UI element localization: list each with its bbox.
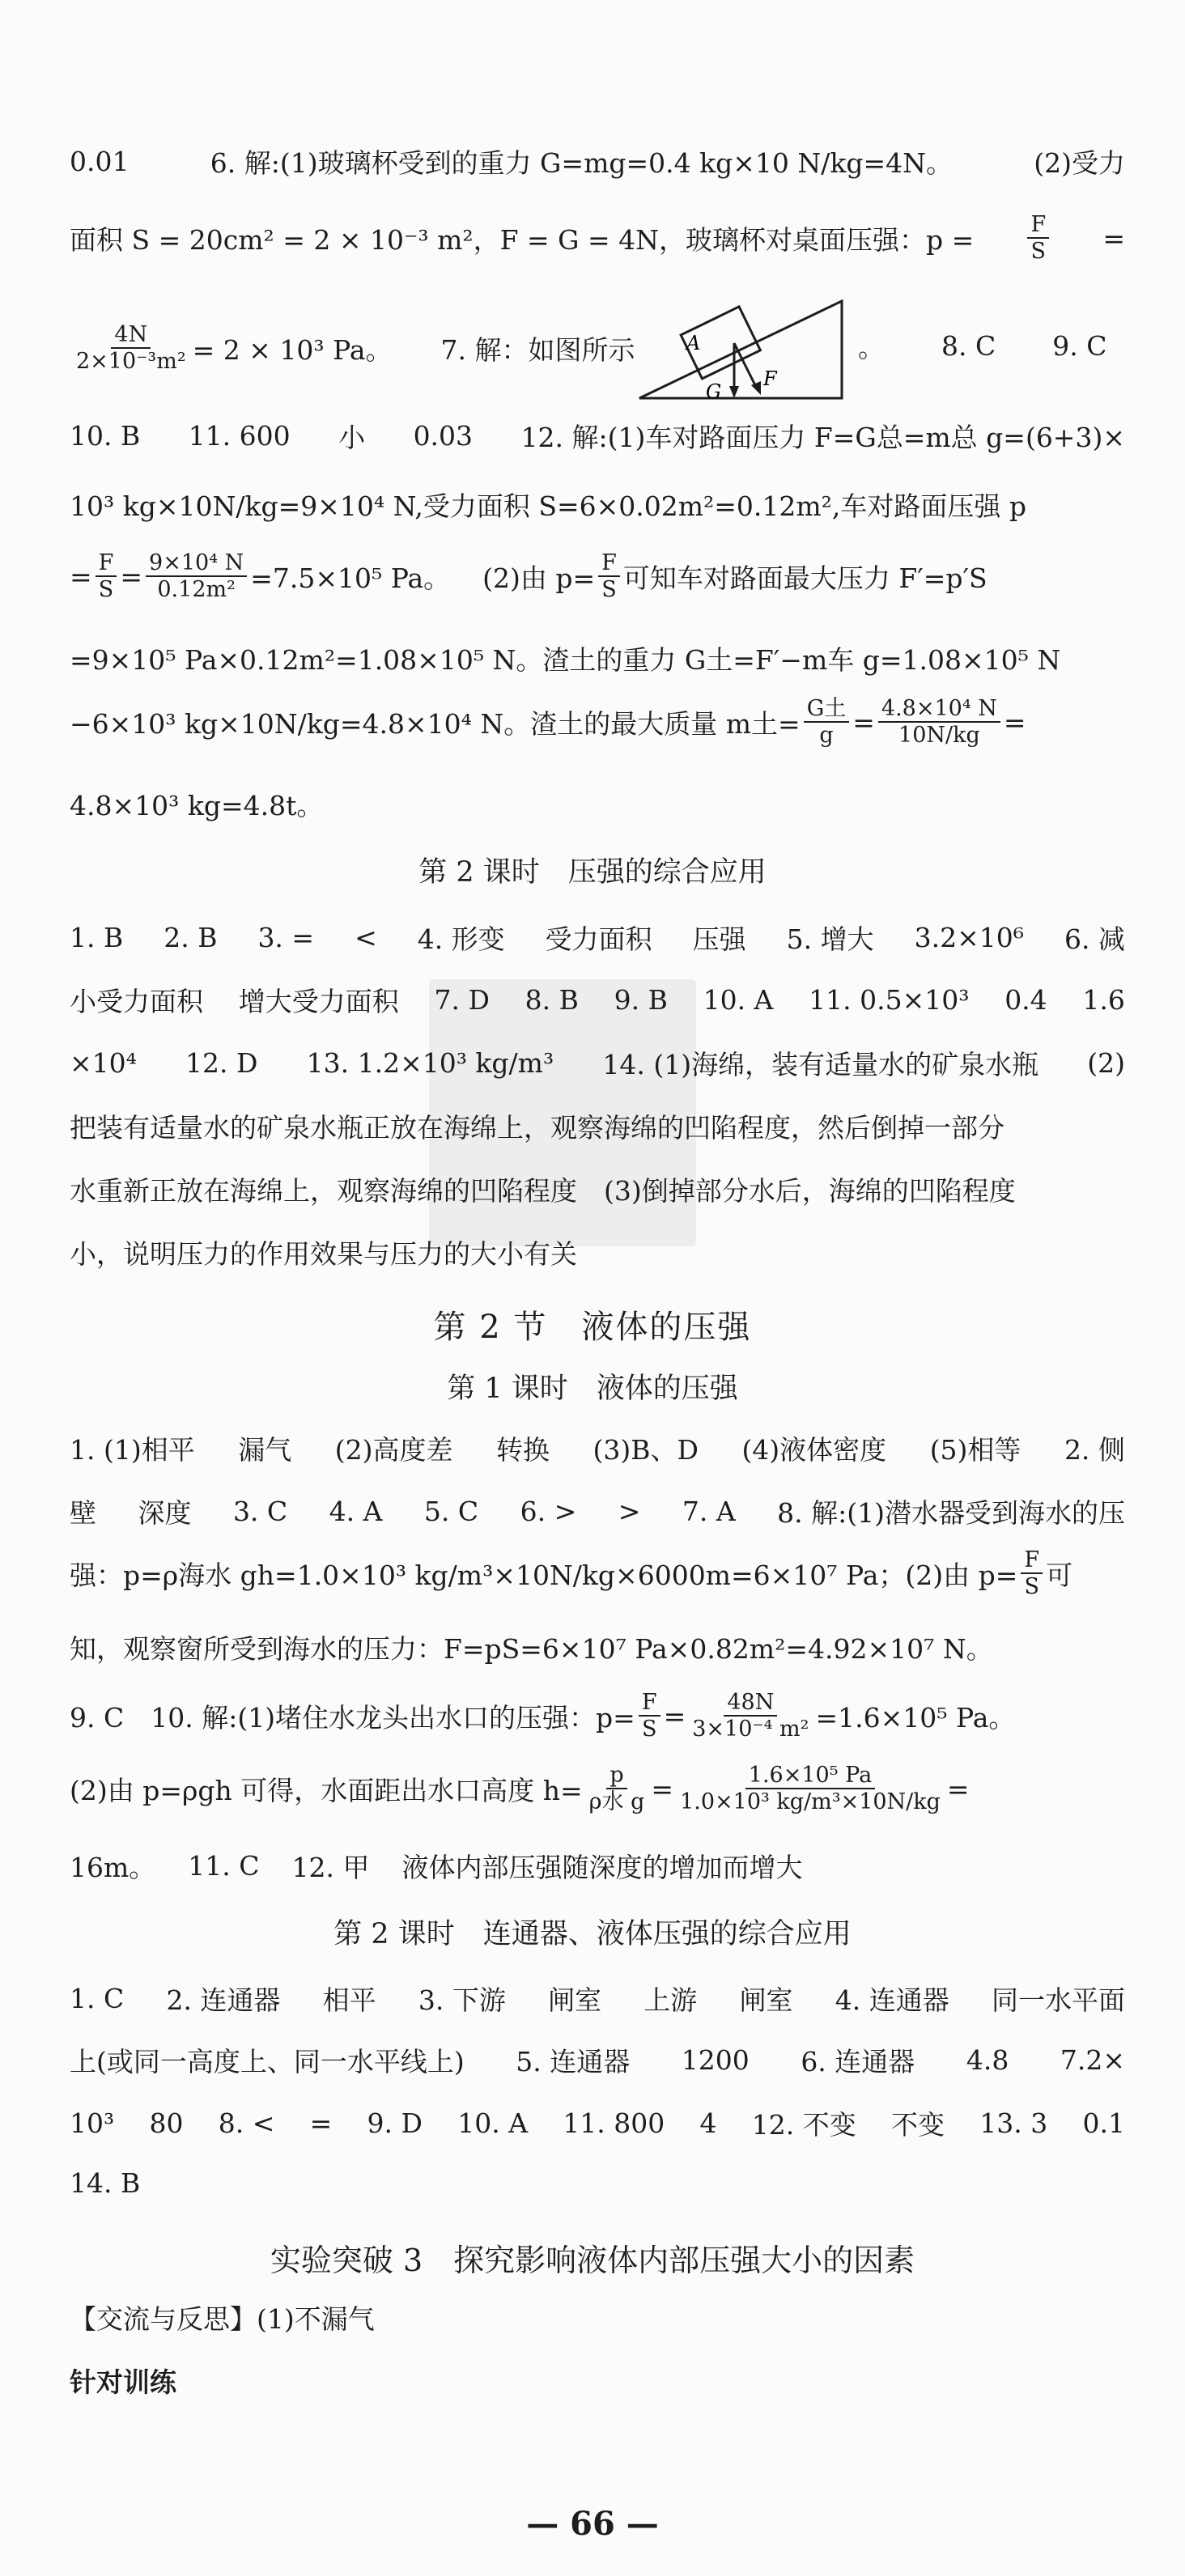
text-line: $\frac{4N}{\text{2×10⁻³m²}}$ = 2 × 10³ Pa。 7. 解：如图所示: [70, 322, 635, 374]
subheading: 针对训练: [70, 2366, 176, 2398]
text-line: 10. B 11. 600 小 0.03 12. 解:(1)车对路面压力 F=G总=m总 g=(6+3)×: [70, 420, 1125, 453]
incline-force-diagram: [631, 285, 850, 406]
svg-text:A: A: [686, 332, 701, 354]
text-line: ×10⁴ 12. D 13. 1.2×10³ kg/m³ 14. (1)海绵，装有适量水的矿泉水瓶 (2): [70, 1047, 1125, 1080]
text-line: 10³ kg×10N/kg=9×10⁴ N,受力面积 S=6×0.02m²=0.12m²,车对路面压强 p: [70, 490, 1026, 522]
text-line: 16m。 11. C 12. 甲 液体内部压强随深度的增加而增大: [70, 1850, 803, 1883]
text-line: 1. C 2. 连通器 相平 3. 下游 闸室 上游 闸室 4. 连通器 同一水平面: [70, 1983, 1125, 2016]
text-line: 1. B 2. B 3. = < 4. 形变 受力面积 压强 5. 增大 3.2×10⁶ 6. 减: [70, 922, 1125, 955]
text-line: = $\frac{F}{S}$ = $\frac{\text{9×10⁴ N}}{\text{0.12m²}}$ =7.5×10⁵ Pa。 (2)由 p= $\frac{F}{S}$ 可知车对路面最大压力 F′=p′S: [70, 550, 988, 603]
section-heading: 第 2 节 液体的压强: [433, 1309, 752, 1346]
text-line: 上(或同一高度上、同一水平线上) 5. 连通器 1200 6. 连通器 4.8 7.2×: [70, 2044, 1125, 2077]
text-line: (2)由 p=ρgh 可得，水面距出水口高度 h= $\frac{p}{\text{ρ水 g}}$ = $\frac{\text{1.6×10⁵ Pa}}{\text{1.0×10³ kg/m³×10N/kg}}$ =: [70, 1763, 970, 1815]
text-line: 14. B: [70, 2167, 141, 2199]
page-number: — 66 —: [526, 2505, 659, 2543]
text-line: 强：p=ρ海水 gh=1.0×10³ kg/m³×10N/kg×6000m=6×10⁷ Pa；(2)由 p= $\frac{F}{S}$ 可: [70, 1547, 1073, 1600]
fraction: $\frac{F}{S}$: [1027, 212, 1049, 264]
text-line: 小，说明压力的作用效果与压力的大小有关: [70, 1238, 577, 1270]
fraction: $\frac{4N}{\text{2×10⁻³m²}}$: [76, 322, 186, 375]
text-line: 9. C 10. 解:(1)堵住水龙头出水口的压强：p= $\frac{F}{S}$ = $\frac{48N}{\text{3×10⁻⁴ m²}}$ =1.6×10⁵ Pa。: [70, 1690, 1016, 1742]
text-line: 小受力面积 增大受力面积 7. D 8. B 9. B 10. A 11. 0.5×10³ 0.4 1.6: [70, 984, 1125, 1017]
text-line: 把装有适量水的矿泉水瓶正放在海绵上，观察海绵的凹陷程度，然后倒掉一部分: [70, 1112, 1004, 1144]
text-line: 水重新正放在海绵上，观察海绵的凹陷程度 (3)倒掉部分水后，海绵的凹陷程度: [70, 1175, 1016, 1207]
text-line: 知，观察窗所受到海水的压力：F=pS=6×10⁷ Pa×0.82m²=4.92×10⁷ N。: [70, 1633, 993, 1665]
text-line: =9×10⁵ Pa×0.12m²=1.08×10⁵ N。渣土的重力 G土=F′−m车 g=1.08×10⁵ N: [70, 644, 1061, 676]
text-line: 0.01 6. 解:(1)玻璃杯受到的重力 G=mg=0.4 kg×10 N/kg=4N。 (2)受力: [70, 146, 1125, 179]
text-line: 面积 S = 20cm² = 2 × 10⁻³ m²，F = G = 4N，玻璃杯对桌面压强：p = $\frac{F}{S}$ =: [70, 212, 1125, 265]
section-heading: 第 1 课时 液体的压强: [447, 1373, 738, 1405]
section-heading: 第 2 课时 压强的综合应用: [418, 856, 767, 889]
text-line: 壁 深度 3. C 4. A 5. C 6. > > 7. A 8. 解:(1)潜水器受到海水的压: [70, 1496, 1125, 1529]
text-line: −6×10³ kg×10N/kg=4.8×10⁴ N。渣土的最大质量 m土= $\frac{\text{G土}}{g}$ = $\frac{\text{4.8×10⁴ N}}{10N/kg}$ =: [70, 696, 1026, 749]
text-line: 10³ 80 8. < = 9. D 10. A 11. 800 4 12. 不变 不变 13. 3 0.1: [70, 2107, 1125, 2141]
section-heading: 第 2 课时 连通器、液体压强的综合应用: [333, 1918, 852, 1950]
text-line: 1. (1)相平 漏气 (2)高度差 转换 (3)B、D (4)液体密度 (5)相等 2. 侧: [70, 1434, 1125, 1466]
text-line: 。 8. C 9. C: [858, 330, 1107, 363]
text-line: 4.8×10³ kg=4.8t。: [70, 790, 324, 821]
svg-text:G: G: [706, 380, 722, 403]
svg-text:F: F: [763, 367, 777, 390]
text-line: 【交流与反思】(1)不漏气: [70, 2303, 375, 2335]
section-heading: 实验突破 3 探究影响液体内部压强大小的因素: [270, 2243, 915, 2278]
